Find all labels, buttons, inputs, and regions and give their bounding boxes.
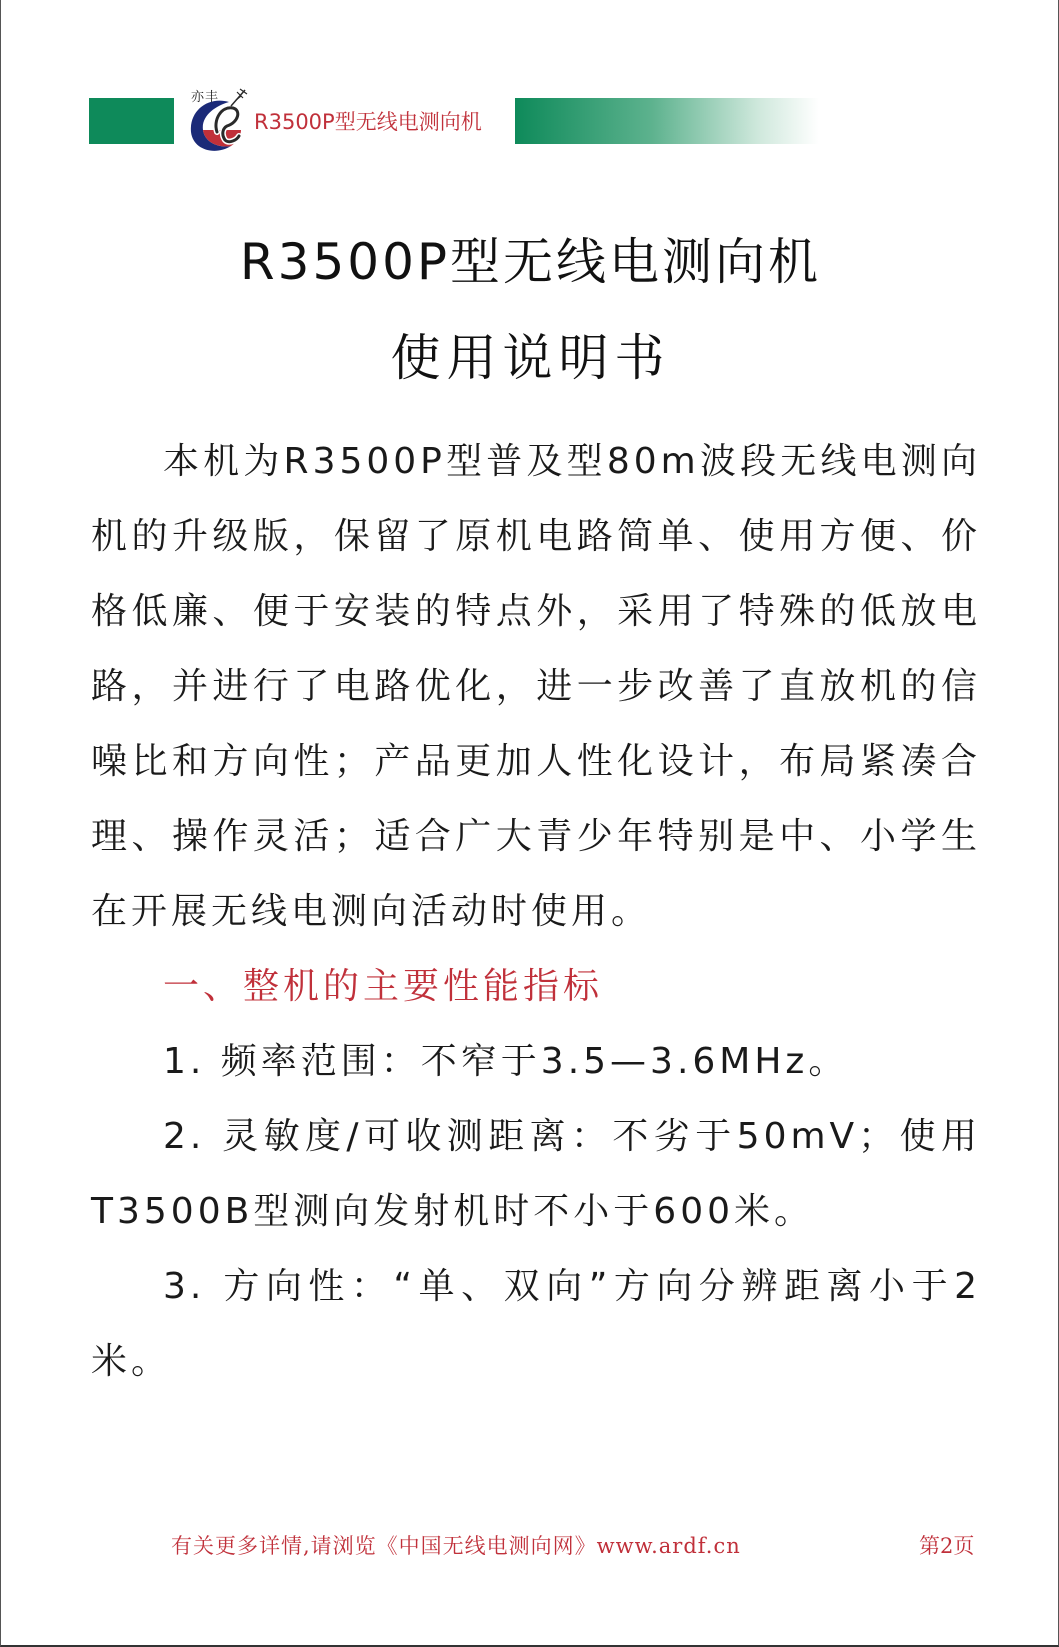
header-brand-title: R3500P型无线电测向机 — [254, 110, 482, 134]
spec-item: 1. 频率范围：不窄于3.5—3.6MHz。 — [163, 1041, 849, 1082]
page-number: 第2页 — [919, 1534, 975, 1558]
document-body — [91, 424, 981, 1399]
intro-paragraph: 本机为R3500P型普及型80m波段无线电测向机的升级版，保留了原机电路简单、使用方便、价格低廉、便于安装的特点外，采用了特殊的低放电路，并进行了电路优化，进一步改善了直放机的信噪比和方向性；产品更加人性化设计，布局紧凑合理、操作灵活；适合广大青少年特别是中、小学生在开展无线电测向活动时使用。 — [91, 441, 981, 932]
logo-chinese-text: 亦丰 — [191, 90, 220, 105]
section-heading: 一、整机的主要性能指标 — [163, 966, 604, 1007]
spec-item: 2. 灵敏度/可收测距离：不劣于50mV；使用T3500B型测向发射机时不小于600米。 — [91, 1116, 981, 1232]
document-subtitle: 使用说明书 — [390, 329, 671, 387]
header-green-block — [89, 98, 174, 144]
spec-item: 3. 方向性：“单、双向”方向分辨距离小于2米。 — [91, 1266, 981, 1382]
footer-website-note: 有关更多详情,请浏览《中国无线电测向网》www.ardf.cn — [171, 1534, 741, 1558]
header-gradient-band — [515, 98, 819, 144]
page-header — [89, 80, 819, 160]
document-title: R3500P型无线电测向机 — [239, 233, 822, 291]
